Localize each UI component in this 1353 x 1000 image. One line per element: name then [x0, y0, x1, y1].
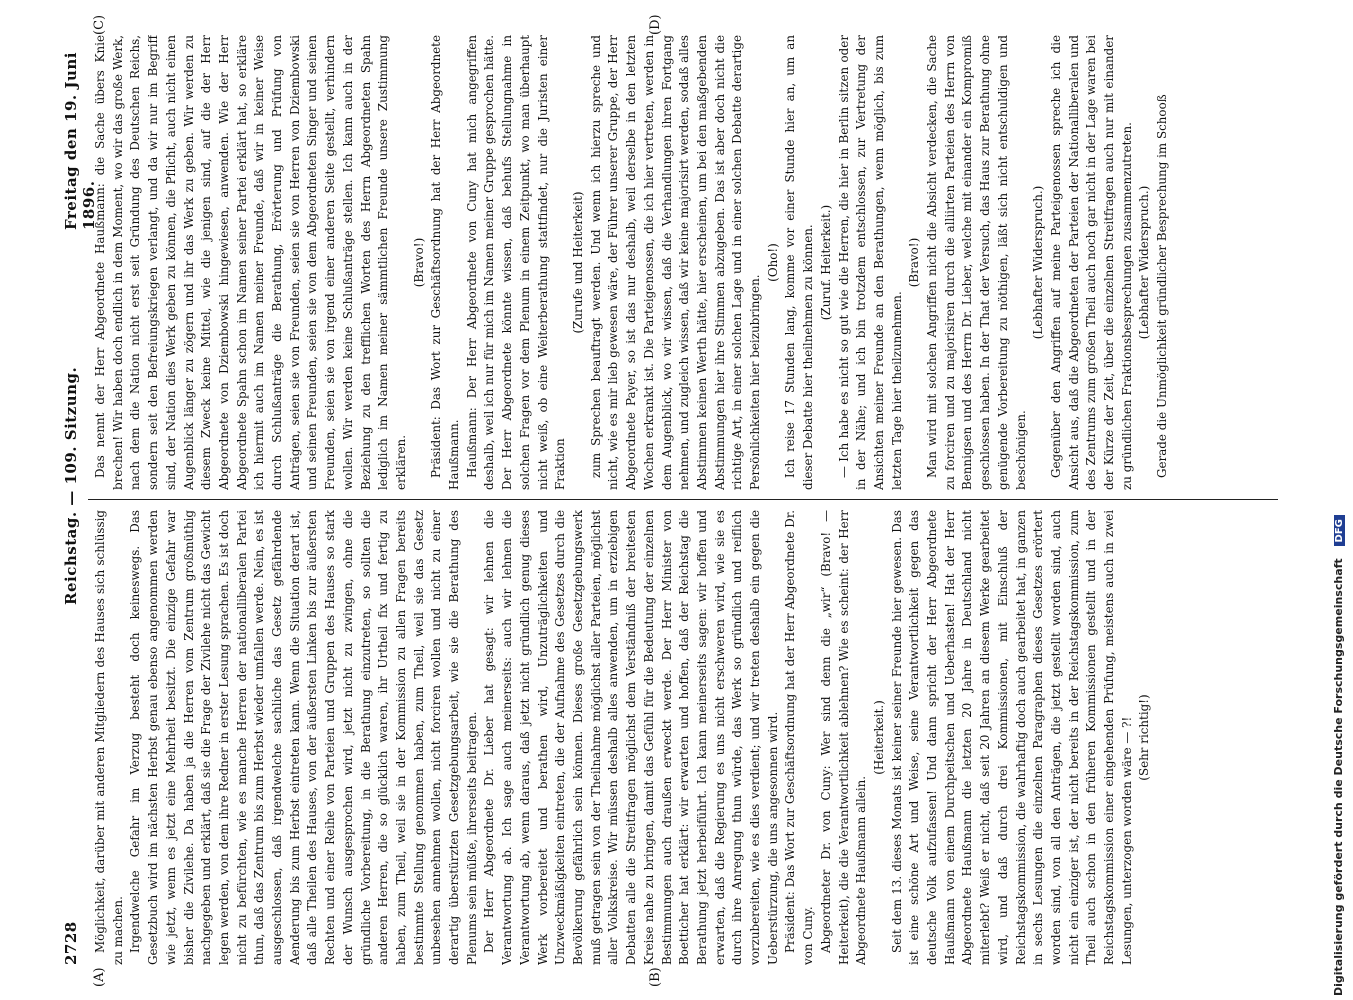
digitization-credit — [1332, 16, 1350, 996]
margin-mark-c: (C) — [92, 14, 107, 35]
interjection: (Sehr richtig!) — [1137, 694, 1152, 781]
interjection: (Zuruf. Heiterkeit.) — [818, 204, 833, 321]
text-column-right — [92, 35, 1287, 490]
paragraph: zum Sprechen beauftragt werden. Und wenn ich hierzu spreche und nicht, wie es mir lieb gewesen wäre, der Führer unserer Gruppe, der Herr Abgeordnete Payer, so ist das nur deshalb, weil derselbe in den letzten Wochen erkrankt ist. Die Parteigenossen, die ich hier vertreten, werden in dem Augenblick, wo wir wissen, daß die Verhandlungen ihren Fortgang nehmen, und zugleich wissen, daß wir keine majorisirt werden, sodaß alles Abstimmen keinen Werth hätte, hier erscheinen, um bei den maßgebenden Abstimmungen hier ihre Stimmen abzugeben. Das ist aber doch nicht die richtige Art, in einer solchen Lage und in einer solchen Debatte derartige Persönlichkeiten hier beizubringen. — [588, 35, 763, 490]
interjection: (Zurufe und Heiterkeit) — [570, 191, 585, 334]
paragraph: Präsident: Das Wort zur Geschäftsordnung hat der Herr Abgeordnete Haußmann. — [429, 35, 462, 490]
paragraph: Gerade die Unmöglichkeit gründlicher Besprechung im Schooß — [1155, 94, 1170, 478]
column-rule — [88, 499, 1278, 500]
interjection: (Heiterkeit.) — [871, 700, 886, 775]
page-number: 2728 — [62, 921, 80, 965]
text-column-left — [92, 510, 1287, 965]
interjection: (Oho!) — [765, 243, 780, 282]
credit-text: Digitalisierung gefördert durch die Deutsche Forschungsgemeinschaft — [1332, 558, 1345, 996]
paragraph: Möglichkeit, darüber mit anderen Mitgliedern des Hauses sich schlüssig zu machen. — [93, 510, 125, 965]
interjection: (Bravo!) — [411, 237, 426, 288]
interjection: (Lebhafter Widerspruch.) — [1031, 185, 1046, 340]
running-header — [58, 35, 98, 965]
dfg-logo: DFG — [1334, 515, 1345, 546]
interjection: (Lebhafter Widerspruch.) — [1137, 185, 1152, 340]
paragraph: Ich reise 17 Stunden lang, komme vor einer Stunde hier an, um an dieser Debatte hier theilnehmen zu können. — [783, 35, 816, 490]
margin-mark-a: (A) — [92, 967, 107, 987]
paragraph: Das nennt der Herr Abgeordnete Haußmann: die Sache übers Knie brechen! Wir haben doch endlich in dem Moment, wo wir das große Werk, nach dem die Nation nicht erst seit Gründung des Deutschen Reichs, sondern seit den Befreiungskriegen verlangt, und da wir nur im Begriff sind, der Nation dies Werk geben zu können, die Pflicht, auch nicht einen Augenblick länger zu zögern und ihr das Werk zu geben. Wir werden zu diesem Zweck keine Mittel, wie die jenigen sind, auf die der Herr Abgeordnete von Dziembowski hingewiesen, anwenden. Wie der Herr Abgeordnete Spahn schon im Namen seiner Partei erklärt hat, so erkläre ich hiermit auch im Namen meiner Freunde, daß wir in keiner Weise durch Schlußanträge die Berathung, Erörterung und Prüfung von Anträgen, seien sie von Freunden, seien sie von Herren von Dziembowski und seinen Freunden, seien sie von dem Abgeordneten Singer und seinen Freunden, seien sie von irgend einer anderen Seite gestellt, verhindern wollen. Wir werden keine Schlußanträge stellen. Ich kann auch in der Beziehung zu den trefflichen Worten des Herrn Abgeordneten Spahn lediglich im Namen meiner sämmtlichen Freunde unsere Zustimmung erklären. — [93, 35, 408, 490]
section-title: Reichstag. — 109. Sitzung. — [62, 366, 80, 605]
paragraph: Irgendwelche Gefahr im Verzug besteht doch keineswegs. Das Gesetzbuch wird im nächsten Herbst genau ebenso angenommen werden wie jetzt, wenn es jetzt eine Mehrheit besitzt. Die einzige Gefahr war bisher die Zivilehe. Da haben ja die Herren vom Zentrum großmüthig nachgegeben und erklärt, daß sie die Frage der Zivilehe nicht das Gewicht legen werden, von dem ihre Redner in erster Lesung sprachen. Es ist doch nicht zu befürchten, wie es manche Herren der nationalliberalen Partei thun, daß das Zentrum bis zum Herbst wieder umfallen werde. Nein, es ist ausgeschlossen, daß irgendwelche sachliche das Gesetz gefährdende Aenderung bis zum Herbst eintreten kann. Wenn die Situation derart ist, daß alle Theilen des Hauses, von der äußersten Linken bis zur äußersten Rechten und einer Reihe von Parteien und Gruppen des Hauses so stark der Wunsch ausgesprochen wird, jetzt nicht zu zwingen, ohne die gründliche Vorbereitung, in die Berathung einzutreten, so sollten die anderen Herren, die so glücklich waren, ihr Urtheil fix und fertig zu haben, zum Theil, weil sie in der Kommission zu allen Fragen bereits bestimmte Stellung genommen haben, zum Theil, weil sie das Gesetz unbesehen annehmen wollen, nicht forciren wollen und nicht zu einer derartig überstürzten Gesetzgebungsarbeit, wie sie die Berathung des Plenums sein müßte, ihrerseits beitragen. — [128, 510, 479, 965]
paragraph: Gegenüber den Angriffen auf meine Parteigenossen spreche ich die Ansicht aus, daß die Abgeordneten der Parteien der Nationalliberalen und des Zentrums zum großen Theil auch noch gar nicht in der Lage waren bei der Kürze der Zeit, über die einzelnen Streitfragen auch nur mit einander zu gründlichen Fraktionsbesprechungen zusammenzutreten. — [1048, 35, 1134, 490]
margin-mark-d: (D) — [648, 14, 663, 35]
paragraph: Haußmann: Der Herr Abgeordnete von Cuny hat mich angegriffen deshalb, weil ich nur für mich im Namen meiner Gruppe gesprochen hätte. Der Herr Abgeordnete könnte wissen, daß behufs Stellungnahme in solchen Fragen vor dem Plenum in einem Zeitpunkt, wo man überhaupt nicht weiß, ob eine Weiterberathung stattfindet, nur die Juristen einer Fraktion — [464, 35, 568, 490]
margin-mark-b: (B) — [648, 967, 663, 987]
paragraph: Der Herr Abgeordnete Dr. Lieber hat gesagt: wir lehnen die Verantwortung ab. Ich sage auch meinerseits: auch wir lehnen die Verantwortung ab, wenn daraus, daß jetzt nicht gründlich genug dieses Werk vorbereitet und berathen wird, Unzuträglichkeiten und Unzweckmäßigkeiten eintreten, die der Aufnahme des Gesetzes durch die Bevölkerung gefährlich sein können. Dieses große Gesetzgebungswerk muß getragen sein von der Theilnahme möglichst aller Parteien, möglichst aller Volkskreise. Wir müssen deshalb alles anwenden, um in erziebigen Debatten alle die Streitfragen möglichst dem Verständniß der breitesten Kreise nahe zu bringen, damit das Gefühl für die Bedeutung der einzelnen Bestimmungen auch draußen erweckt werde. Der Herr Minister von Boetticher hat erklärt: wir erwarten und hoffen, daß der Reichstag die Berathung jetzt herbeiführt. Ich kann meinerseits sagen: wir hoffen und erwarten, daß die Regierung es uns nicht erschweren wird, wie sie es durch ihre Anregung thun würde, das Werk so gründlich und reiflich vorzubereiten, wie es dies verdient; und wir treten deshalb ein gegen die Ueberstürzung, die uns angesonnen wird. — [482, 510, 780, 965]
paragraph: — Ich habe es nicht so gut wie die Herren, die hier in Berlin sitzen oder in der Nähe; und ich bin trotzdem entschlossen, zur Vertretung der Ansichten meiner Freunde an den Berathungen, wenn möglich, bis zum letzten Tage hier theilzunehmen. — [836, 35, 904, 490]
header-date: Freitag den 19. Juni 1896. — [62, 52, 98, 230]
interjection: (Bravo!) — [907, 237, 922, 288]
paragraph: Präsident: Das Wort zur Geschäftsordnung hat der Herr Abgeordnete Dr. von Cuny. — [783, 510, 816, 965]
paragraph: Abgeordneter Dr. von Cuny: Wer sind denn die „wir“ (Bravo! — Heiterkeit), die die Verantwortlichkeit ablehnen? Wie es scheint: der Herr Abgeordnete Haußmann allein. — [818, 510, 869, 965]
paragraph: Seit dem 13. dieses Monats ist keiner seiner Freunde hier gewesen. Das ist eine schöne Art und Weise, seine Verantwortlichkeit gegen das deutsche Volk aufzufassen! Und dann spricht der Herr Abgeordnete Haußmann von einem Durchpeitschen und Ueberhasten! Hat der Herr Abgeordnete Haußmann die letzten 20 Jahre in Deutschland nicht miterlebt? Weiß er nicht, daß seit 20 Jahren an diesem Werke gearbeitet wird, und daß durch drei Kommissionen, mit Einschluß der Reichstagskommission, die wahrhaftig doch auch gearbeitet hat, in ganzen in sechs Lesungen die einzelnen Paragraphen dieses Gesetzes erörtert worden sind, von all den Anträgen, die jetzt gestellt worden sind, auch nicht ein einziger ist, der nicht bereits in der Reichstagskommission, zum Theil auch schon in den früheren Kommissionen gestellt und in der Reichstagskommission einer eingehenden Prüfung, meistens auch in zwei Lesungen, unterzogen worden wäre — ?! — [889, 510, 1134, 965]
paragraph: Man wird mit solchen Angriffen nicht die Absicht verdecken, die Sache zu forciren und zu majorisiren durch die alliirten Parteien des Herrn von Bennigsen und des Herrn Dr. Lieber, welche mit einander ein Kompromiß geschlossen haben. In der That der Versuch, das Haus zur Berathung ohne genügende Vorbereitung zu nöthigen, läßt sich nicht entschuldigen und beschönigen. — [925, 35, 1028, 490]
rotated-newspaper-page — [58, 14, 1318, 987]
